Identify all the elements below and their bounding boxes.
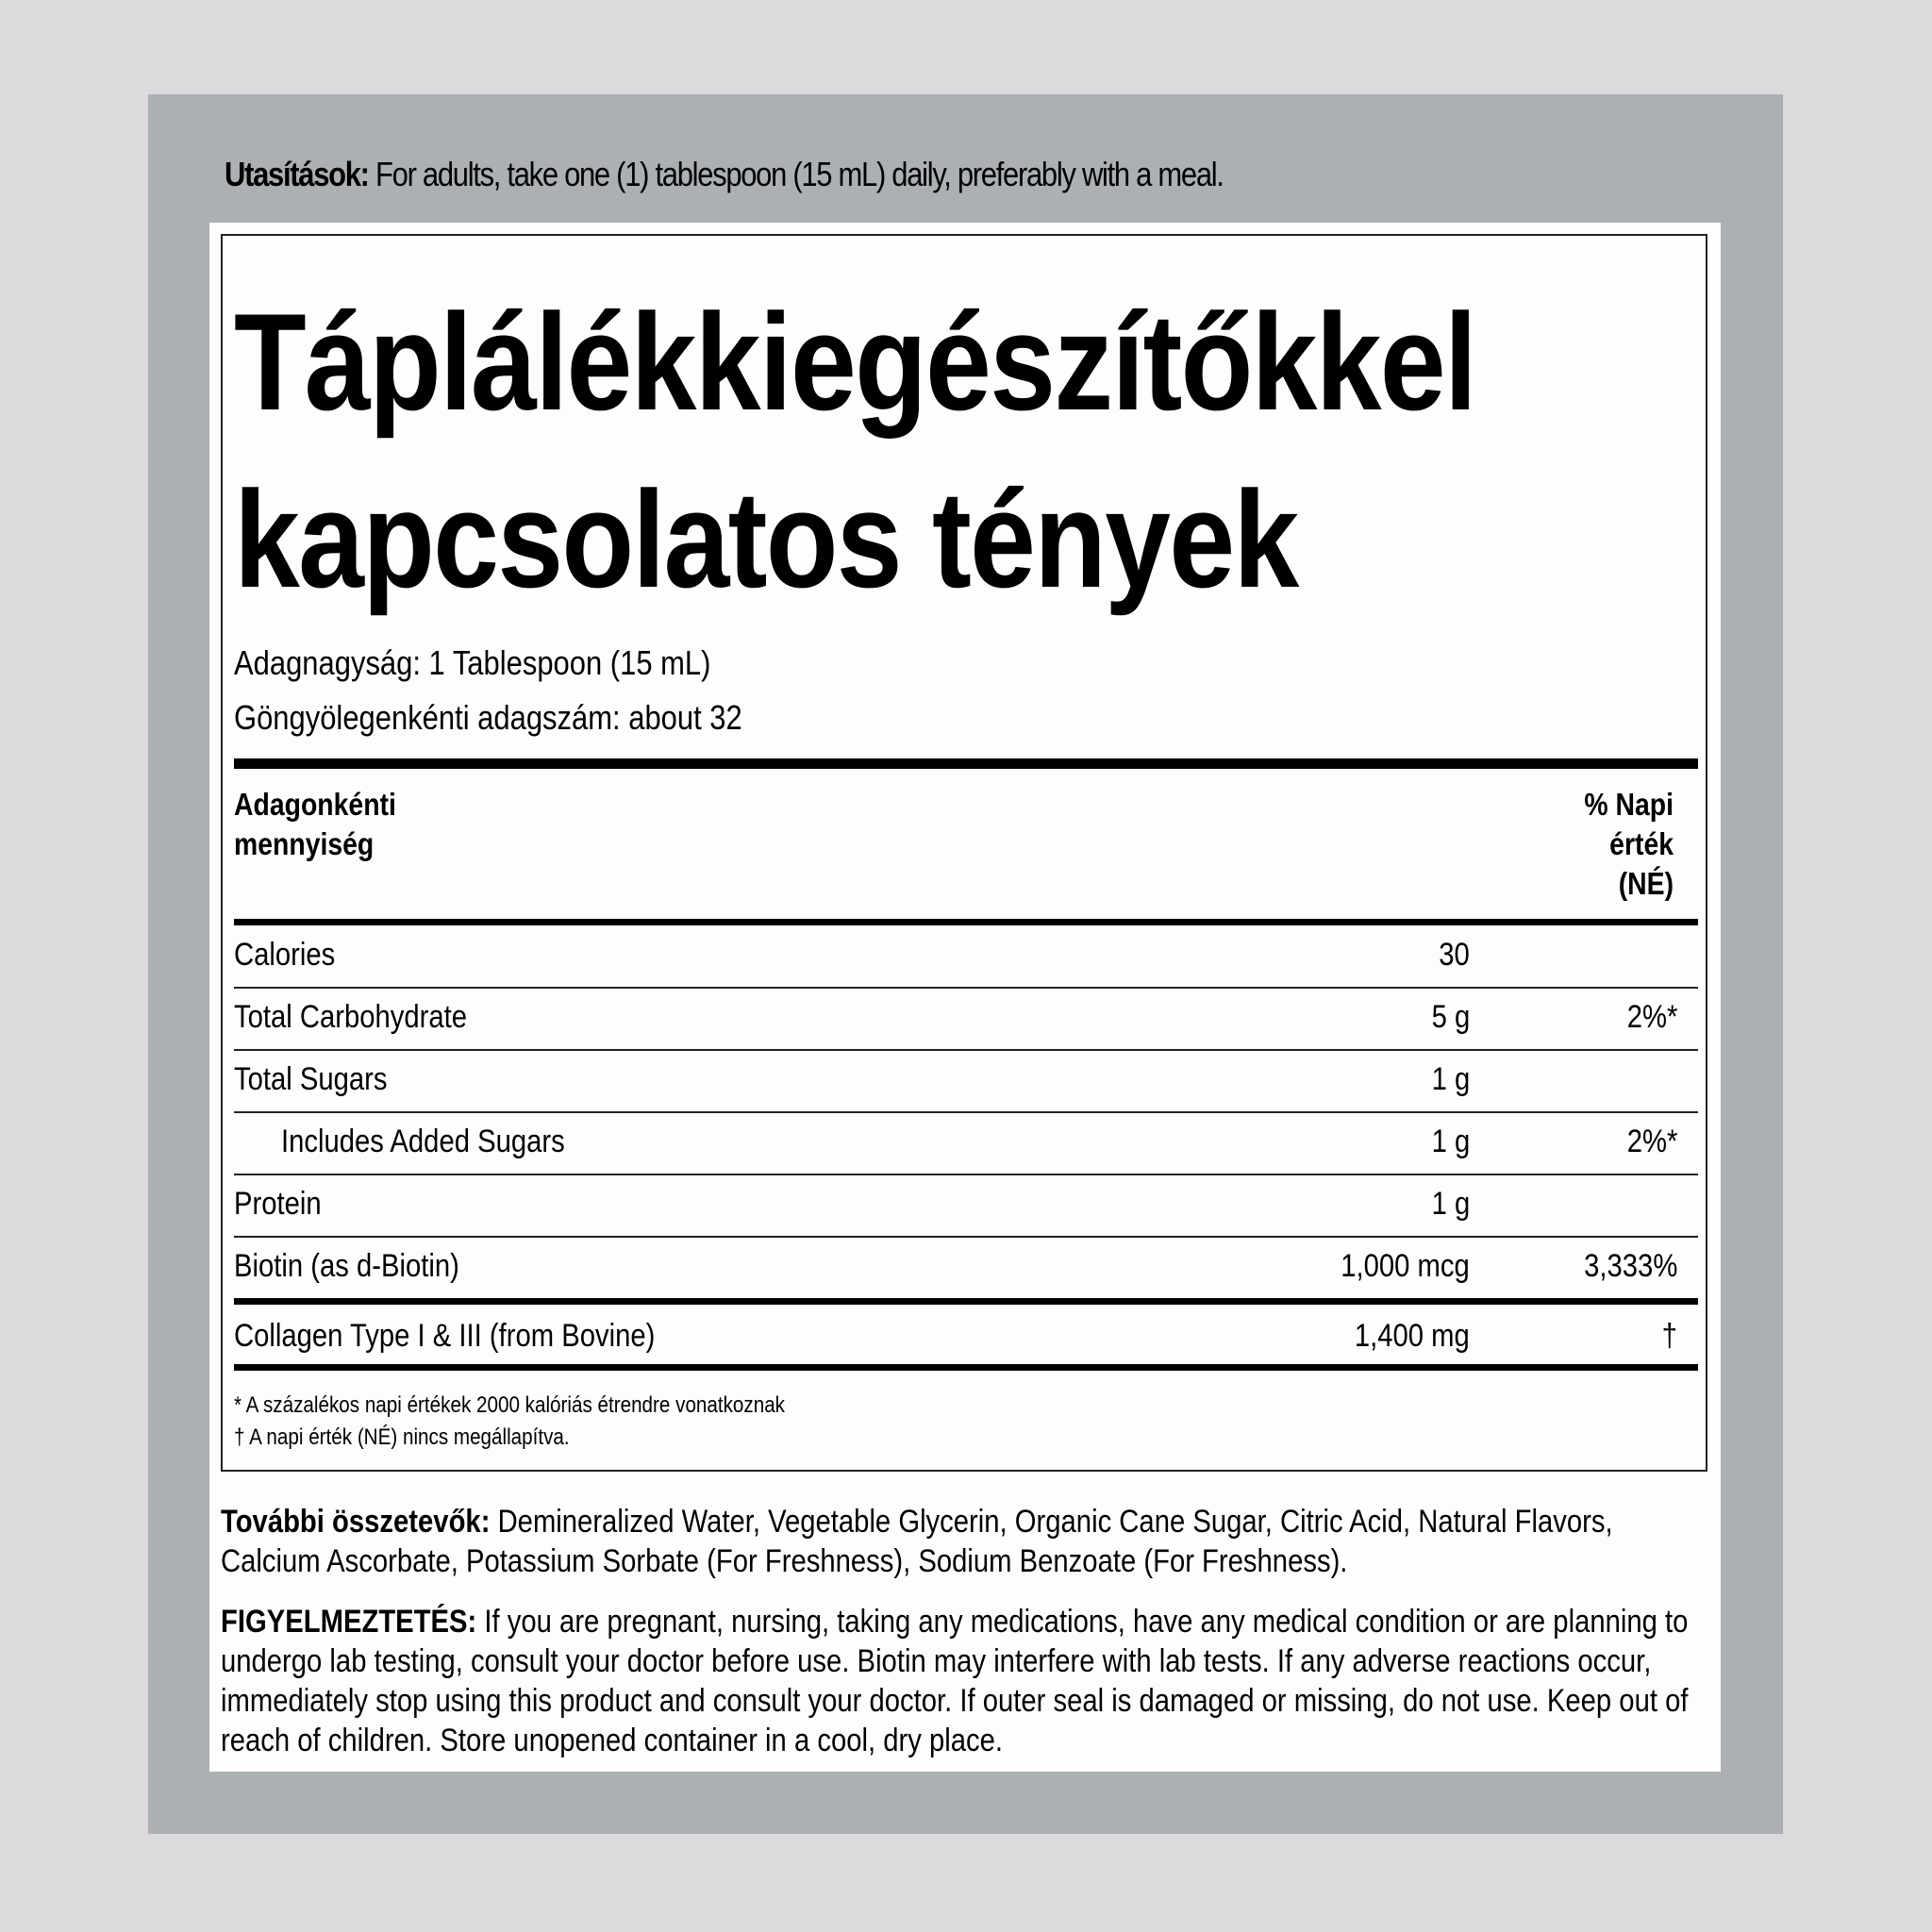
nutrient-name: Includes Added Sugars <box>281 1124 565 1159</box>
directions-text: For adults, take one (1) tablespoon (15 mL) daily, preferably with a meal. <box>375 155 1224 193</box>
nutrient-dv: 2%* <box>1626 999 1677 1035</box>
amount-per-serving-header <box>234 785 396 864</box>
nutrient-name: Total Sugars <box>234 1061 388 1097</box>
divider-medium <box>234 1298 1698 1305</box>
nutrient-name: Total Carbohydrate <box>234 999 468 1035</box>
header-left-line-1: Adagonkénti <box>234 787 396 822</box>
header-right-line-2: érték <box>1609 826 1674 861</box>
table-row <box>234 987 1698 1047</box>
divider-medium <box>234 1364 1698 1371</box>
table-row <box>234 1236 1698 1296</box>
table-row <box>234 1174 1698 1234</box>
facts-title <box>234 274 1475 628</box>
nutrient-dv: 3,333% <box>1583 1248 1677 1284</box>
other-ingredients <box>221 1502 1713 1581</box>
warning-label: FIGYELMEZTETÉS: <box>221 1604 477 1640</box>
nutrient-dv: 2%* <box>1626 1124 1677 1159</box>
warning-text: If you are pregnant, nursing, taking any medications, have any medical condition or are planning to undergo lab testing, consult your doctor before use. Biotin may interfere with lab tests. If any adverse reactions occur, immediately stop using this product and consult your doctor. If outer seal is damaged or missing, do not use. Keep out of reach of children. Store unopened container in a cool, dry place. <box>221 1604 1689 1758</box>
title-line-2: kapcsolatos tények <box>234 462 1298 616</box>
nutrient-name: Biotin (as d-Biotin) <box>234 1248 459 1284</box>
header-right-line-3: (NÉ) <box>1618 866 1674 901</box>
supplement-facts-box <box>221 234 1707 1472</box>
header-left-line-2: mennyiség <box>234 826 375 861</box>
directions-label: Utasítások: <box>225 155 369 193</box>
nutrient-amount: 1 g <box>1431 1061 1470 1097</box>
nutrient-name: Protein <box>234 1186 322 1222</box>
divider-thick <box>234 758 1698 769</box>
nutrient-dv: † <box>1661 1318 1677 1354</box>
daily-value-header <box>1584 785 1674 904</box>
nutrient-name: Calories <box>234 937 336 973</box>
title-line-1: Táplálékkiegészítőkkel <box>234 285 1476 439</box>
nutrient-amount: 1,400 mg <box>1355 1318 1470 1354</box>
nutrient-amount: 5 g <box>1431 999 1470 1035</box>
footnote-not-established: † A napi érték (NÉ) nincs megállapítva. <box>234 1424 570 1450</box>
nutrient-name: Collagen Type I & III (from Bovine) <box>234 1318 656 1354</box>
other-ingredients-text: Demineralized Water, Vegetable Glycerin, Organic Cane Sugar, Citric Acid, Natural Flavors, Calcium Ascorbate, Potassium Sorbate (For Freshness), Sodium Benzoate (For Freshness). <box>221 1504 1613 1579</box>
serving-size: Adagnagyság: 1 Tablespoon (15 mL) <box>234 643 711 682</box>
table-row <box>234 1111 1698 1172</box>
directions <box>225 155 1224 194</box>
nutrient-amount: 30 <box>1439 937 1470 973</box>
nutrient-amount: 1 g <box>1431 1186 1470 1222</box>
nutrient-amount: 1,000 mcg <box>1341 1248 1470 1284</box>
servings-per-container: Göngyölegenkénti adagszám: about 32 <box>234 698 742 737</box>
footnote-daily-values: * A százalékos napi értékek 2000 kalóriás étrendre vonatkoznak <box>234 1392 786 1418</box>
header-right-line-1: % Napi <box>1584 787 1674 822</box>
table-row <box>234 1049 1698 1109</box>
nutrient-amount: 1 g <box>1431 1124 1470 1159</box>
warning <box>221 1602 1713 1760</box>
table-row <box>234 1306 1698 1366</box>
table-row <box>234 924 1698 985</box>
other-ingredients-label: További összetevők: <box>221 1504 491 1540</box>
